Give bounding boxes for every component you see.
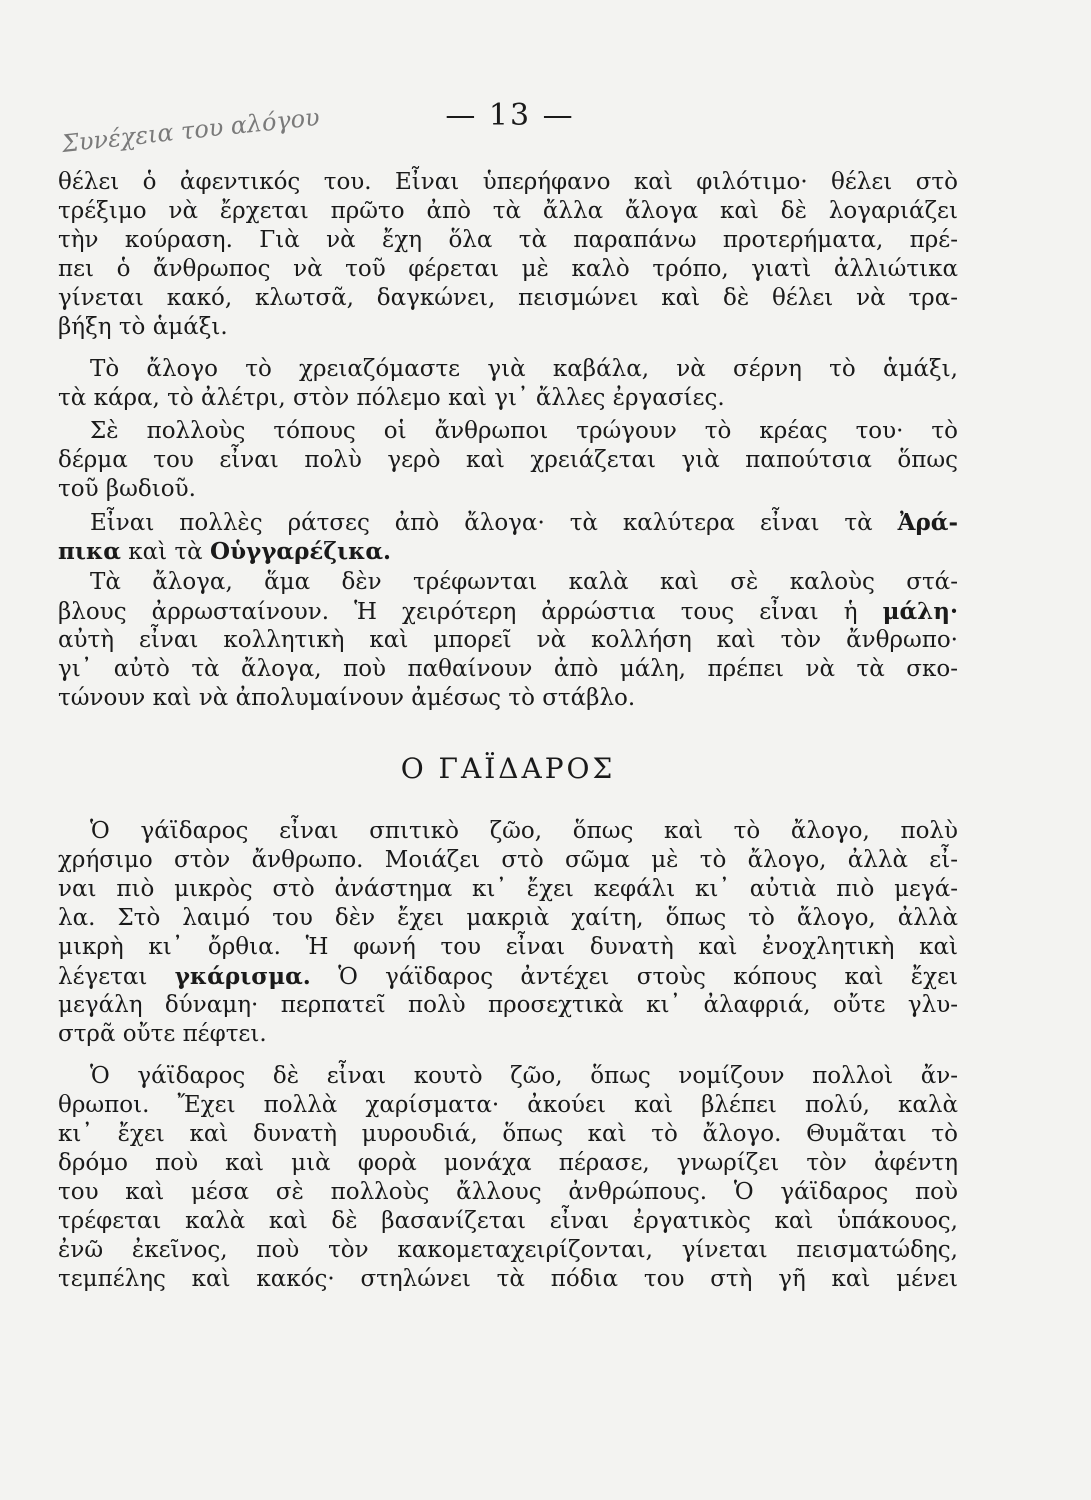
text-line: Ὁ γάϊδαρος δὲ εἶναι κουτὸ ζῶο, ὅπως νομίζουν πολλοὶ ἄν-	[90, 1063, 958, 1089]
text-line	[58, 537, 958, 566]
term-gkarisma: γκάρισμα.	[174, 963, 311, 990]
text-line: γι᾿ αὐτὸ τὰ ἄλογα, ποὺ παθαίνουν ἀπὸ μάλη, πρέπει νὰ τὰ σκο-	[58, 656, 958, 682]
breed-arapika-cont: πικα	[58, 538, 121, 565]
text-line: στρᾶ οὔτε πέφτει.	[58, 1021, 267, 1047]
text-line: γίνεται κακό, κλωτσᾶ, δαγκώνει, πεισμώνει καὶ δὲ θέλει νὰ τρα-	[58, 285, 958, 311]
text-line: κι᾿ ἔχει καὶ δυνατὴ μυρουδιά, ὅπως καὶ τὸ ἄλογο. Θυμᾶται τὸ	[58, 1121, 958, 1147]
paragraph-horse-uses	[58, 355, 958, 413]
text-span: βλους ἀρρωσταίνουν. Ἡ χειρότερη ἀρρώστια τους εἶναι ἡ	[58, 599, 858, 625]
text-span: καὶ τὰ	[128, 539, 203, 565]
text-line	[58, 597, 958, 626]
text-line: θέλει ὁ ἀφεντικός του. Εἶναι ὑπερήφανο καὶ φιλότιμο· θέλει στὸ	[58, 169, 958, 195]
text-line: λα. Στὸ λαιμό του δὲν ἔχει μακριὰ χαίτη, ὅπως τὸ ἄλογο, ἀλλὰ	[58, 905, 958, 931]
text-line: τώνουν καὶ νὰ ἀπολυμαίνουν ἀμέσως τὸ στάβλο.	[58, 685, 636, 711]
text-line: πει ὁ ἄνθρωπος νὰ τοῦ φέρεται μὲ καλὸ τρόπο, γιατὶ ἀλλιώτικα	[58, 256, 958, 282]
text-line: τὰ κάρα, τὸ ἀλέτρι, στὸν πόλεμο καὶ γι᾿ ἄλλες ἐργασίες.	[58, 385, 725, 411]
paragraph-horse-meat	[58, 417, 958, 504]
breed-arapika: Ἀρά-	[897, 509, 959, 536]
text-line: μεγάλη δύναμη· περπατεῖ πολὺ προσεχτικὰ κι᾿ ἀλαφριά, οὔτε γλυ-	[58, 992, 958, 1018]
text-line: ναι πιὸ μικρὸς στὸ ἀνάστημα κι᾿ ἔχει κεφάλι κι᾿ αὐτιὰ πιὸ μεγά-	[58, 876, 958, 902]
breed-oungarezika: Οὑγγαρέζικα.	[210, 538, 392, 565]
section-title: Ο ΓΑΪΔΑΡΟΣ	[400, 752, 616, 785]
page-number: — 13 —	[445, 98, 575, 133]
paragraph-horse-continued	[58, 168, 958, 342]
text-line: τρέφεται καλὰ καὶ δὲ βασανίζεται εἶναι ἐργατικὸς καὶ ὑπάκουος,	[58, 1208, 958, 1234]
text-span: Εἶναι πολλὲς ράτσες ἀπὸ ἄλογα· τὰ καλύτερα εἶναι τὰ	[90, 510, 873, 536]
text-span: λέγεται	[58, 964, 148, 990]
paragraph-donkey-traits	[58, 1062, 958, 1294]
text-line: βήξη τὸ ἁμάξι.	[58, 314, 228, 340]
text-line: Ὁ γάϊδαρος εἶναι σπιτικὸ ζῶο, ὅπως καὶ τὸ ἄλογο, πολὺ	[90, 818, 958, 844]
text-line: ἐνῶ ἐκεῖνος, ποὺ τὸν κακομεταχειρίζονται, γίνεται πεισματώδης,	[58, 1237, 958, 1263]
text-span: Ὁ γάϊδαρος ἀντέχει στοὺς κόπους καὶ ἔχει	[338, 964, 958, 990]
text-line: αὐτὴ εἶναι κολλητικὴ καὶ μπορεῖ νὰ κολλήση καὶ τὸν ἄνθρωπο·	[58, 627, 958, 653]
text-line: τρέξιμο νὰ ἔρχεται πρῶτο ἀπὸ τὰ ἄλλα ἄλογα καὶ δὲ λογαριάζει	[58, 198, 958, 224]
text-line: Σὲ πολλοὺς τόπους οἱ ἄνθρωποι τρώγουν τὸ κρέας του· τὸ	[90, 418, 958, 444]
text-line: μικρὴ κι᾿ ὄρθια. Ἡ φωνή του εἶναι δυνατὴ καὶ ἐνοχλητικὴ καὶ	[58, 934, 958, 960]
text-line: θρωποι. Ἔχει πολλὰ χαρίσματα· ἀκούει καὶ βλέπει πολύ, καλὰ	[58, 1092, 958, 1118]
disease-mali: μάλη·	[882, 598, 959, 625]
text-line: Τὸ ἄλογο τὸ χρειαζόμαστε γιὰ καβάλα, νὰ σέρνη τὸ ἁμάξι,	[90, 356, 958, 382]
text-line: δρόμο ποὺ καὶ μιὰ φορὰ μονάχα πέρασε, γνωρίζει τὸν ἀφέντη	[58, 1150, 958, 1176]
paragraph-donkey-intro	[58, 817, 958, 1049]
text-line: τοῦ βωδιοῦ.	[58, 476, 196, 502]
text-line: του καὶ μέσα σὲ πολλοὺς ἄλλους ἀνθρώπους. Ὁ γάϊδαρος ποὺ	[58, 1179, 958, 1205]
text-line	[58, 962, 958, 991]
text-line: τεμπέλης καὶ κακός· στηλώνει τὰ πόδια του στὴ γῆ καὶ μένει	[58, 1266, 958, 1292]
text-line	[58, 508, 958, 537]
text-line: χρήσιμο στὸν ἄνθρωπο. Μοιάζει στὸ σῶμα μὲ τὸ ἄλογο, ἀλλὰ εἶ-	[58, 847, 958, 873]
paragraph-horse-disease	[58, 568, 958, 713]
paragraph-horse-breeds	[58, 508, 958, 566]
handwritten-annotation: Συνέχεια του αλόγου	[60, 103, 321, 158]
text-line: τὴν κούραση. Γιὰ νὰ ἔχη ὅλα τὰ παραπάνω προτερήματα, πρέ-	[58, 227, 958, 253]
text-line: δέρμα του εἶναι πολὺ γερὸ καὶ χρειάζεται γιὰ παπούτσια ὅπως	[58, 447, 958, 473]
text-line: Τὰ ἄλογα, ἅμα δὲν τρέφωνται καλὰ καὶ σὲ καλοὺς στά-	[90, 569, 958, 595]
